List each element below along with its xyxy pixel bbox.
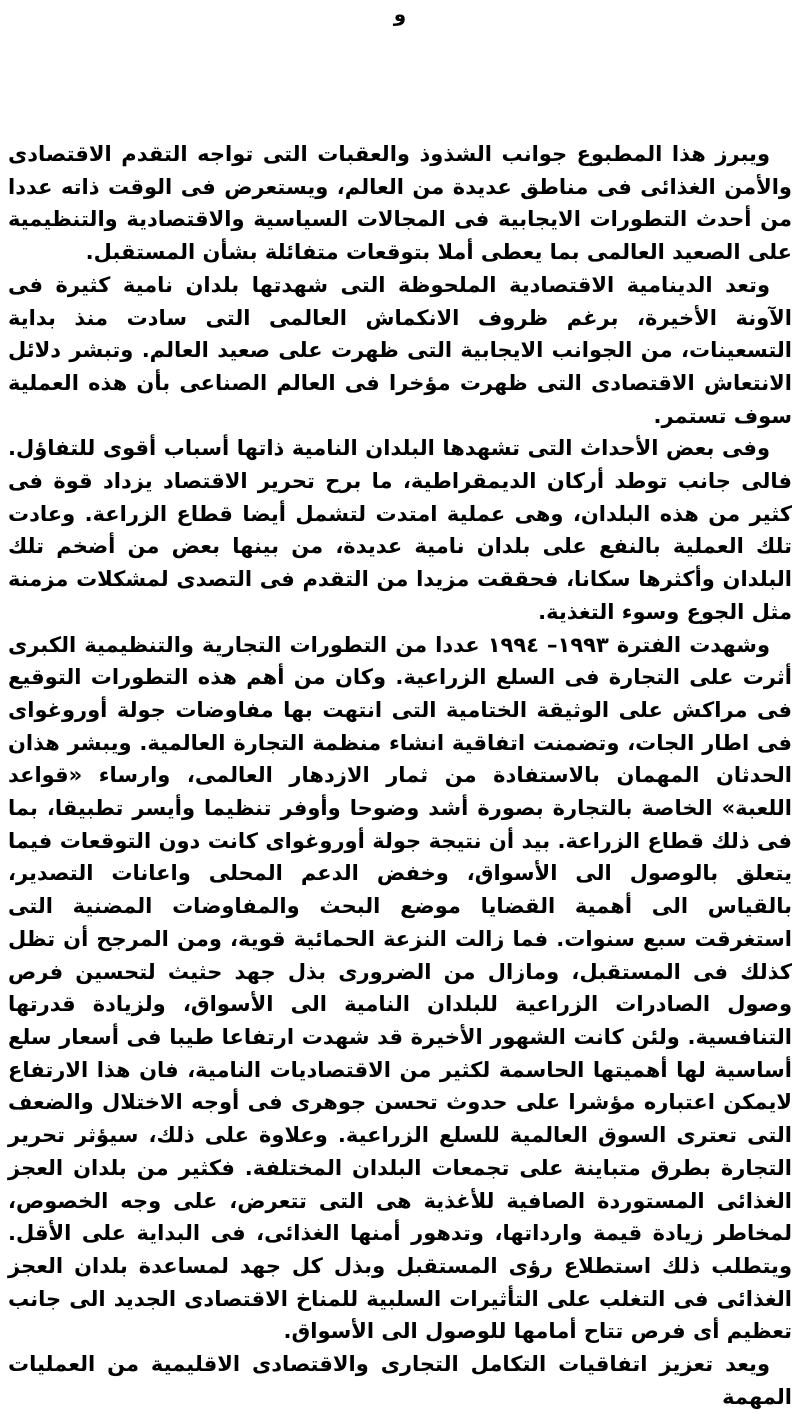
paragraph-5: ويعد تعزيز اتفاقيات التكامل التجارى والاقتصادى الاقليمية من العمليات المهمة [8,1352,792,1409]
paragraph-2: وتعد الدينامية الاقتصادية الملحوظة التى شهدتها بلدان نامية كثيرة فى الآونة الأخيرة، برغم ظروف الانكماش العالمى التى سادت منذ بداية التسعينات، من الجوانب الايجابية التى ظهرت على صعيد العالم. وتبشر دلائل الانتعاش الاقتصادى التى ظهرت مؤخرا فى العالم الصناعى بأن هذه العملية سوف تستمر. [8,272,792,428]
paragraph-3: وفى بعض الأحداث التى تشهدها البلدان النامية ذاتها أسباب أقوى للتفاؤل. فالى جانب توطد أركان الديمقراطية، ما برح تحرير الاقتصاد يزداد قوة فى كثير من هذه البلدان، وهى عملية امتدت لتشمل أيضا قطاع الزراعة. وعادت تلك العملية بالنفع على بلدان نامية عديدة، من بينها بعض من أضخم تلك البلدان وأكثرها سكانا، فحققت مزيدا من التقدم فى التصدى لمشكلات مزمنة مثل الجوع وسوء التغذية. [8,436,792,624]
paragraph-4: وشهدت الفترة ١٩٩٣– ١٩٩٤ عددا من التطورات التجارية والتنظيمية الكبرى أثرت على التجارة فى السلع الزراعية. وكان من أهم هذه التطورات التوقيع فى مراكش على الوثيقة الختامية التى انتهت بها مفاوضات جولة أوروغواى فى اطار الجات، وتضمنت اتفاقية انشاء منظمة التجارة العالمية. ويبشر هذان الحدثان المهمان بالاستفادة من ثمار الازدهار العالمى، وارساء «قواعد اللعبة» الخاصة بالتجارة بصورة أشد وضوحا وأوفر تنظيما وأيسر تطبيقا، بما فى ذلك قطاع الزراعة. بيد أن نتيجة جولة أوروغواى كانت دون التوقعات فيما يتعلق بالوصول الى الأسواق، وخفض الدعم المحلى واعانات التصدير، بالقياس الى أهمية القضايا موضع البحث والمفاوضات المضنية التى استغرقت سبع سنوات. فما زالت النزعة الحمائية قوية، ومن المرجح أن تظل كذلك فى المستقبل، ومازال من الضرورى بذل جهد حثيث لتحسين فرص وصول الصادرات الزراعية للبلدان النامية الى الأسواق، ولزيادة قدرتها التنافسية. ولئن كانت الشهور الأخيرة قد شهدت ارتفاعا طيبا فى أسعار سلع أساسية لها أهميتها الحاسمة لكثير من الاقتصاديات النامية، فان هذا الارتفاع لايمكن اعتباره مؤشرا على حدوث تحسن جوهرى فى أوجه الاختلال والضعف التى تعترى السوق العالمية للسلع الزراعية. وعلاوة على ذلك، سيؤثر تحرير التجارة بطرق متباينة على تجمعات البلدان المختلفة. فكثير من بلدان العجز الغذائى المستوردة الصافية للأغذية هى التى تتعرض، على وجه الخصوص، لمخاطر زيادة قيمة وارداتها، وتدهور أمنها الغذائى، فى البداية على الأقل. ويتطلب ذلك استطلاع رؤى المستقبل وبذل كل جهد لمساعدة بلدان العجز الغذائى فى التغلب على التأثيرات السلبية للمناخ الاقتصادى الجديد الى جانب تعظيم أى فرص تتاح أمامها للوصول الى الأسواق. [8,632,792,1344]
page-marker: و [393,2,407,26]
document-body [8,138,792,1413]
paragraph-1: ويبرز هذا المطبوع جوانب الشذوذ والعقبات التى تواجه التقدم الاقتصادى والأمن الغذائى فى مناطق عديدة من العالم، ويستعرض فى الوقت ذاته عددا من أحدث التطورات الايجابية فى المجالات السياسية والاقتصادية والتنظيمية على الصعيد العالمى بما يعطى أملا بتوقعات متفائلة بشأن المستقبل. [8,142,792,265]
